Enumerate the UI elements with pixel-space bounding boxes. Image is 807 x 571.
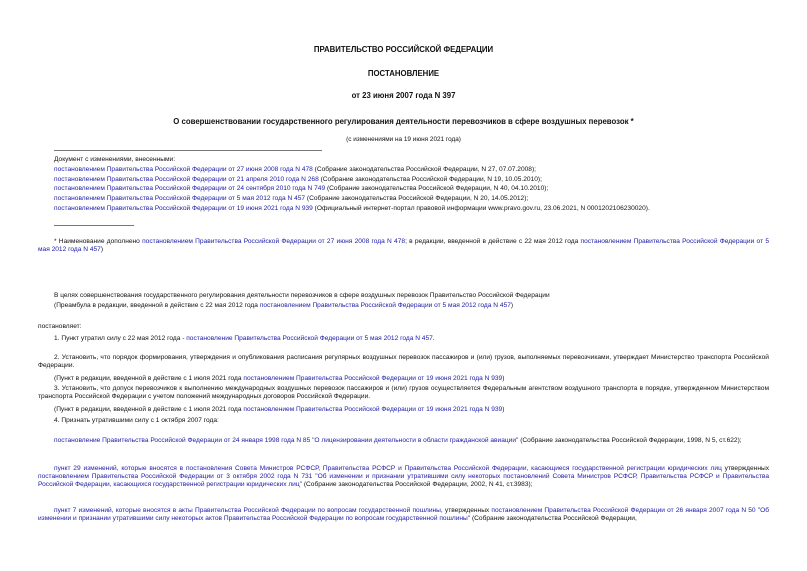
change-item: постановлением Правительства Российской Федерации от 19 июня 2021 года N 939 (Официальный интернет-портал правовой информации www.pravo.gov.ru, 23.06.2021, N 0001202106230020). bbox=[54, 204, 650, 212]
change-item: постановлением Правительства Российской Федерации от 24 сентября 2010 года N 749 (Собрание законодательства Российской Федерации, N 40, 04.10.2010); bbox=[54, 185, 549, 193]
government-name: ПРАВИТЕЛЬСТВО РОССИЙСКОЙ ФЕДЕРАЦИИ bbox=[313, 45, 494, 54]
footnote-divider bbox=[54, 225, 134, 226]
document-title: О совершенствовании государственного регулирования деятельности перевозчиков в сфере воздушных перевозок * bbox=[173, 117, 634, 126]
document-type: ПОСТАНОВЛЕНИЕ bbox=[367, 69, 440, 78]
decrees-word: постановляет: bbox=[38, 323, 82, 330]
footnote-link[interactable]: постановлением Правительства Российской Федерации от 27 июня 2008 года N 478 bbox=[142, 238, 406, 245]
change-item: постановлением Правительства Российской Федерации от 27 июня 2008 года N 478 (Собрание законодательства Российской Федерации, N 27, 07.07.2008); bbox=[54, 165, 536, 173]
change-link[interactable]: постановлением Правительства Российской Федерации от 27 июня 2008 года N 478 bbox=[54, 165, 313, 173]
preamble: В целях совершенствования государственного регулирования деятельности перевозчиков в сфере воздушных перевозок Правительство Российской Федерации bbox=[54, 292, 550, 299]
repealed-link[interactable]: пункт 29 изменений, которые вносятся в постановления Совета Министров РСФСР, Правительства РСФСР и Правительства Российской Федерации, касающиеся государственной регистрации юридических лиц bbox=[54, 465, 722, 472]
repealed-link[interactable]: постановлением Правительства Российской Федерации от 3 октября 2002 года N 731 "Об изменении и признании утратившими силу некоторых постановлений Совета Министров РСФСР, Правительства РСФСР и Правительства Российской Федерации, касающихся государственной регистрации юридических лиц" bbox=[38, 472, 769, 488]
change-link[interactable]: постановлением Правительства Российской Федерации от 19 июня 2021 года N 939 bbox=[54, 204, 313, 212]
clause-2: 2. Установить, что порядок формирования, утверждения и опубликования расписания регулярных воздушных перевозок пассажиров и (или) грузов, выполняемых перевозчиками, утверждает Министерство транспорта Российской Федерации. bbox=[38, 354, 769, 369]
preamble-note: (Преамбула в редакции, введенной в действие с 22 мая 2012 года постановлением Правительства Российской Федерации от 5 мая 2012 года N 457) bbox=[54, 302, 514, 309]
change-link[interactable]: постановлением Правительства Российской Федерации от 21 апреля 2010 года N 268 bbox=[54, 175, 319, 183]
change-item: постановлением Правительства Российской Федерации от 5 мая 2012 года N 457 (Собрание законодательства Российской Федерации, N 20, 14.05.2012); bbox=[54, 195, 529, 203]
preamble-note-link[interactable]: постановлением Правительства Российской Федерации от 5 мая 2012 года N 457 bbox=[259, 302, 511, 309]
footnote: * Наименование дополнено постановлением Правительства Российской Федерации от 27 июня 2008 года N 478; в редакции, введенной в действие с 22 мая 2012 года постановлением Правительства Российской Федерации от 5 мая 2012 года N 457) bbox=[38, 238, 769, 253]
change-item: постановлением Правительства Российской Федерации от 21 апреля 2010 года N 268 (Собрание законодательства Российской Федерации, N 19, 10.05.2010); bbox=[54, 175, 542, 183]
clause-2-note-link[interactable]: постановлением Правительства Российской Федерации от 19 июня 2021 года N 939 bbox=[243, 375, 503, 382]
footnote-link[interactable]: постановлением Правительства Российской Федерации от 5 мая 2012 года N 457 bbox=[38, 238, 769, 253]
clause-4: 4. Признать утратившими силу с 1 октября 2007 года: bbox=[54, 417, 219, 424]
clause-3: 3. Установить, что допуск перевозчиков к выполнению международных воздушных перевозок пассажиров и (или) грузов осуществляется Федеральным агентством воздушного транспорта в порядке, утвержденном Министерством транспорта Российской Федерации с учетом положений международных договоров Российской Федерации. bbox=[38, 385, 769, 400]
document-date-number: от 23 июня 2007 года N 397 bbox=[351, 91, 456, 100]
clause-1-link[interactable]: постановление Правительства Российской Федерации от 5 мая 2012 года N 457 bbox=[186, 335, 433, 342]
clause-2-note: (Пункт в редакции, введенной в действие с 1 июля 2021 года постановлением Правительства Российской Федерации от 19 июня 2021 года N 939) bbox=[54, 375, 505, 382]
repealed-link[interactable]: пункт 7 изменений, которые вносятся в акты Правительства Российской Федерации по вопросам государственной пошлины bbox=[54, 507, 441, 514]
repealed-item: постановление Правительства Российской Федерации от 24 января 1998 года N 85 "О лицензировании деятельности в области гражданской авиации" (Собрание законодательства Российской Федерации, 1998, N 5, ст.622); bbox=[54, 437, 742, 444]
repealed-link[interactable]: постановлением Правительства Российской Федерации от 26 января 2007 года N 50 "Об изменении и признании утратившими силу некоторых актов Правительства Российской Федерации по вопросам государственной пошлины" bbox=[38, 507, 769, 522]
repealed-item: пункт 7 изменений, которые вносятся в акты Правительства Российской Федерации по вопросам государственной пошлины, утвержденных постановлением Правительства Российской Федерации от 26 января 2007 года N 50 "Об изменении и признании утратившими силу некоторых актов Правительства Российской Федерации по вопросам государственной пошлины" (Собрание законодательства Российской Федерации, bbox=[38, 507, 769, 522]
clause-3-note: (Пункт в редакции, введенной в действие с 1 июля 2021 года постановлением Правительства Российской Федерации от 19 июня 2021 года N 939) bbox=[54, 406, 505, 413]
repealed-link[interactable]: постановление Правительства Российской Федерации от 24 января 1998 года N 85 "О лицензировании деятельности в области гражданской авиации" bbox=[54, 437, 519, 444]
revision-date: (с изменениями на 19 июня 2021 года) bbox=[346, 136, 461, 143]
divider bbox=[54, 150, 322, 151]
repealed-item: пункт 29 изменений, которые вносятся в постановления Совета Министров РСФСР, Правительства РСФСР и Правительства Российской Федерации, касающиеся государственной регистрации юридических лиц утвержденных постановлением Правительства Российской Федерации от 3 октября 2002 года N 731 "Об изменении и признании утратившими силу некоторых постановлений Совета Министров РСФСР, Правительства РСФСР и Правительства Российской Федерации, касающихся государственной регистрации юридических лиц" (Собрание законодательства Российской Федерации, 2002, N 41, ст.3983); bbox=[38, 465, 770, 488]
clause-1: 1. Пункт утратил силу с 22 мая 2012 года - постановление Правительства Российской Федерации от 5 мая 2012 года N 457. bbox=[54, 335, 435, 342]
changes-list bbox=[54, 156, 769, 213]
change-link[interactable]: постановлением Правительства Российской Федерации от 5 мая 2012 года N 457 bbox=[54, 195, 306, 203]
changes-intro: Документ с изменениями, внесенными: bbox=[54, 156, 176, 163]
change-link[interactable]: постановлением Правительства Российской Федерации от 24 сентября 2010 года N 749 bbox=[54, 185, 326, 193]
clause-3-note-link[interactable]: постановлением Правительства Российской Федерации от 19 июня 2021 года N 939 bbox=[243, 406, 503, 413]
